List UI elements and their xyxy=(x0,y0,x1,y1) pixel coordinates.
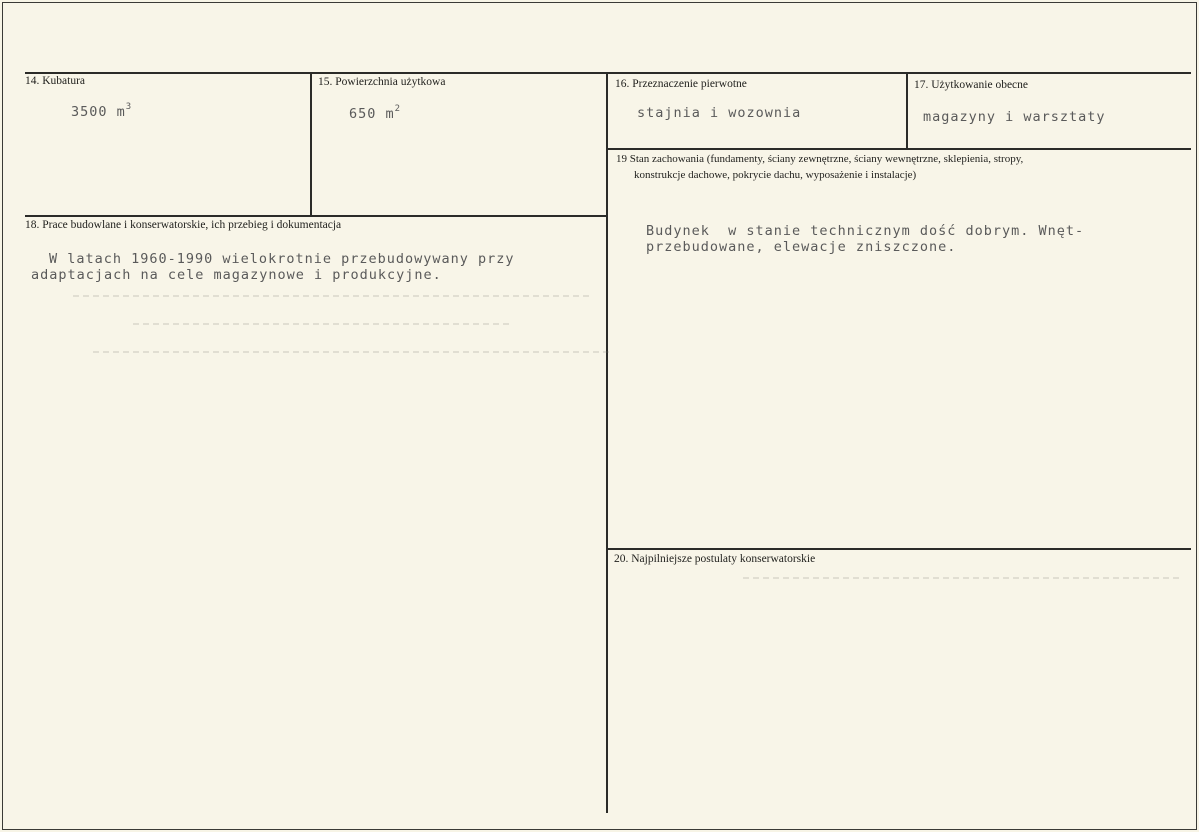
field-15-exponent: 2 xyxy=(394,104,402,114)
field-19-line-2: przebudowane, elewacje zniszczone. xyxy=(646,239,957,255)
field-20-label: 20. Najpilniejsze postulaty konserwatorskie xyxy=(614,553,816,565)
field-14-number: 3500 xyxy=(71,104,108,120)
top-rule xyxy=(25,72,1191,74)
field-18-label: 18. Prace budowlane i konserwatorskie, ich przebieg i dokumentacja xyxy=(25,219,342,231)
field-14-value xyxy=(71,99,132,121)
show-through-mark xyxy=(93,351,613,353)
divider-center xyxy=(606,72,608,813)
field-15-label: 15. Powierzchnia użytkowa xyxy=(318,76,446,88)
field-16-label: 16. Przeznaczenie pierwotne xyxy=(615,78,747,90)
rule-below-16-17 xyxy=(607,148,1191,150)
field-19-label-line-2: konstrukcje dachowe, pokrycie dachu, wyposażenie i instalacje) xyxy=(634,169,917,181)
rule-above-20 xyxy=(607,548,1191,550)
field-19-label-line-1: 19 Stan zachowania (fundamenty, ściany zewnętrzne, ściany wewnętrzne, sklepienia, stropy, xyxy=(616,153,1024,165)
divider-14-15 xyxy=(310,72,312,216)
field-14-exponent: 3 xyxy=(125,102,133,112)
field-14-unit: m xyxy=(116,104,126,120)
divider-16-17 xyxy=(906,72,908,149)
field-18-line-2: adaptacjach na cele magazynowe i produkcyjne. xyxy=(31,267,442,283)
inventory-card xyxy=(2,2,1197,830)
show-through-mark xyxy=(73,295,593,297)
show-through-mark xyxy=(743,577,1183,579)
field-17-label: 17. Użytkowanie obecne xyxy=(914,79,1029,91)
field-15-number: 650 xyxy=(349,106,377,122)
field-16-value: stajnia i wozownia xyxy=(637,105,802,121)
show-through-mark xyxy=(133,323,513,325)
field-14-label: 14. Kubatura xyxy=(25,75,86,87)
field-18-line-1: W latach 1960-1990 wielokrotnie przebudowywany przy xyxy=(49,251,515,267)
field-19-line-1: Budynek w stanie technicznym dość dobrym. Wnęt- xyxy=(646,223,1085,239)
field-17-value: magazyny i warsztaty xyxy=(923,109,1106,125)
field-15-unit: m xyxy=(385,106,395,122)
field-15-value xyxy=(349,101,401,123)
